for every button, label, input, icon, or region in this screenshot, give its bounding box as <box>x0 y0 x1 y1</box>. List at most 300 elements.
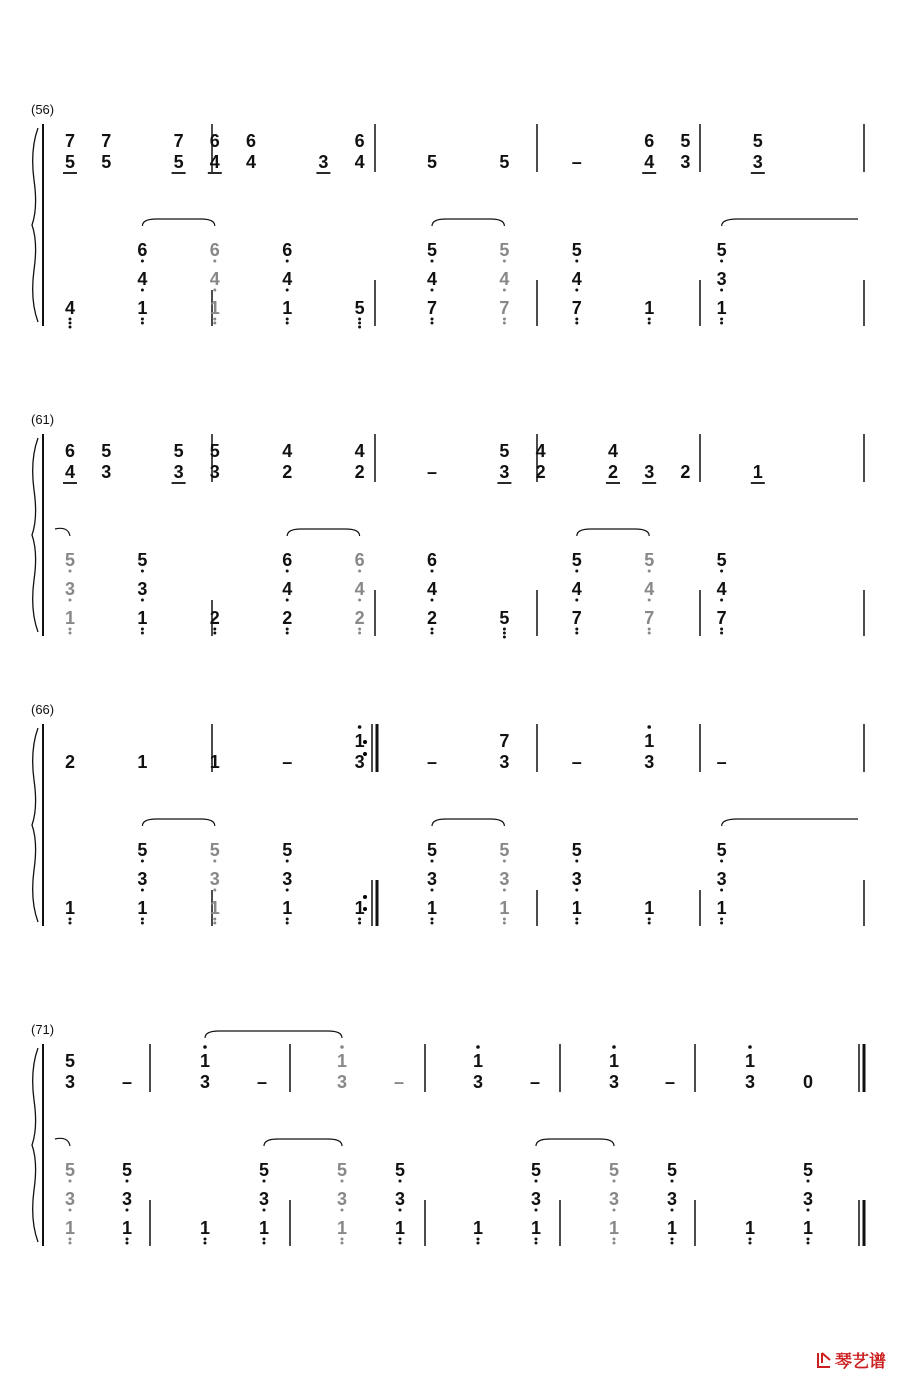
octave-dot-below <box>431 260 434 263</box>
note: 1 <box>394 1218 406 1238</box>
note: 6 <box>354 131 365 151</box>
note: 5 <box>64 152 76 172</box>
tie <box>577 529 649 536</box>
octave-dot-below <box>477 1242 480 1245</box>
note: 1 <box>336 1218 348 1238</box>
note: 4 <box>354 579 365 599</box>
note: 2 <box>354 608 365 628</box>
octave-dot-below <box>503 260 506 263</box>
octave-dot-below <box>399 1238 402 1241</box>
system <box>31 412 864 639</box>
octave-dot-below <box>341 1209 344 1212</box>
note: 5 <box>173 152 184 172</box>
note: 5 <box>499 840 510 860</box>
note: 7 <box>173 131 184 151</box>
octave-dot-below <box>503 918 506 921</box>
note: 1 <box>644 731 655 751</box>
octave-dot-below <box>213 318 216 321</box>
note: 1 <box>644 298 655 318</box>
octave-dot-below <box>720 322 723 325</box>
tie <box>142 819 214 826</box>
note: – <box>529 1072 541 1092</box>
note: 5 <box>101 441 112 461</box>
note: – <box>256 1072 268 1092</box>
note: 1 <box>64 1218 76 1238</box>
octave-dot-below <box>648 599 651 602</box>
octave-dot-below <box>720 260 723 263</box>
octave-dot-below <box>141 632 144 635</box>
note: 5 <box>666 1160 678 1180</box>
octave-dot-below <box>431 918 434 921</box>
octave-dot-below <box>399 1180 402 1183</box>
octave-dot-below <box>431 632 434 635</box>
tie <box>55 528 70 536</box>
note: 2 <box>535 462 546 482</box>
note: 4 <box>716 579 727 599</box>
note: 5 <box>101 152 112 172</box>
note: – <box>426 752 438 772</box>
note: 6 <box>282 240 293 260</box>
octave-dot-below <box>204 1238 207 1241</box>
octave-dot-below <box>720 318 723 321</box>
note: 3 <box>716 269 727 289</box>
octave-dot-above <box>203 1045 207 1049</box>
note: 6 <box>644 131 655 151</box>
note: 4 <box>245 152 257 172</box>
octave-dot-below <box>535 1242 538 1245</box>
tie <box>722 219 858 226</box>
note: 1 <box>209 752 220 772</box>
note: 1 <box>121 1218 133 1238</box>
note: 1 <box>199 1218 211 1238</box>
octave-dot-below <box>213 922 216 925</box>
octave-dot-below <box>431 599 434 602</box>
note: 3 <box>802 1189 814 1209</box>
octave-dot-below <box>286 860 289 863</box>
octave-dot-below <box>286 628 289 631</box>
octave-dot-below <box>503 860 506 863</box>
note: 1 <box>64 898 76 918</box>
tie <box>205 1031 342 1038</box>
octave-dot-below <box>69 570 72 573</box>
octave-dot-below <box>431 570 434 573</box>
octave-dot-above <box>748 1045 752 1049</box>
octave-dot-below <box>286 318 289 321</box>
octave-dot-below <box>535 1209 538 1212</box>
octave-dot-below <box>720 860 723 863</box>
note: 1 <box>354 731 365 751</box>
note: 1 <box>644 898 655 918</box>
note: 3 <box>209 462 220 482</box>
octave-dot-below <box>431 922 434 925</box>
note: 4 <box>571 269 582 289</box>
note: 3 <box>101 462 112 482</box>
octave-dot-below <box>575 860 578 863</box>
note: 1 <box>209 298 220 318</box>
tie <box>432 219 504 226</box>
note: 3 <box>336 1072 348 1092</box>
note: 4 <box>209 152 220 172</box>
note: 3 <box>426 869 438 889</box>
note: 6 <box>209 131 220 151</box>
octave-dot-below <box>213 260 216 263</box>
note: 3 <box>173 462 184 482</box>
note: 1 <box>666 1218 678 1238</box>
octave-dot-below <box>431 318 434 321</box>
system-brace <box>32 438 38 632</box>
note: 5 <box>644 550 655 570</box>
brand-name: 琴艺谱 <box>835 1352 886 1372</box>
note: 6 <box>137 240 148 260</box>
octave-dot-below <box>613 1242 616 1245</box>
octave-dot-below <box>648 322 651 325</box>
note: 2 <box>607 462 619 482</box>
note: 5 <box>716 240 727 260</box>
note: 5 <box>64 1160 76 1180</box>
note: 1 <box>282 298 293 318</box>
note: 3 <box>608 1072 620 1092</box>
octave-dot-below <box>358 918 361 921</box>
system-brace <box>32 1048 38 1242</box>
note: 7 <box>101 131 112 151</box>
octave-dot-below <box>648 918 651 921</box>
note: 1 <box>571 898 582 918</box>
note: 5 <box>716 840 727 860</box>
octave-dot-below <box>69 628 72 631</box>
note: 4 <box>282 441 293 461</box>
note: 5 <box>282 840 293 860</box>
note: 5 <box>752 131 763 151</box>
octave-dot-below <box>141 318 144 321</box>
note: 2 <box>426 608 438 628</box>
note: 1 <box>472 1051 484 1071</box>
tie <box>55 1138 70 1146</box>
note: 1 <box>802 1218 814 1238</box>
octave-dot-below <box>431 628 434 631</box>
note: – <box>121 1072 133 1092</box>
tie <box>287 529 359 536</box>
octave-dot-below <box>503 889 506 892</box>
note: 6 <box>354 550 365 570</box>
octave-dot-below <box>575 628 578 631</box>
octave-dot-below <box>141 289 144 292</box>
note: 3 <box>499 869 510 889</box>
note: 5 <box>571 240 582 260</box>
system-brace <box>32 728 38 922</box>
note: 1 <box>137 898 148 918</box>
octave-dot-below <box>358 632 361 635</box>
octave-dot-below <box>720 599 723 602</box>
octave-dot-below <box>648 922 651 925</box>
octave-dot-below <box>807 1242 810 1245</box>
octave-dot-above <box>647 725 651 729</box>
note: 3 <box>64 1189 76 1209</box>
octave-dot-below <box>358 322 361 325</box>
octave-dot-below <box>286 570 289 573</box>
note: 5 <box>137 840 148 860</box>
octave-dot-below <box>141 860 144 863</box>
octave-dot-below <box>720 570 723 573</box>
note: 4 <box>535 441 546 461</box>
octave-dot-below <box>141 918 144 921</box>
note: 7 <box>499 298 510 318</box>
octave-dot-below <box>477 1238 480 1241</box>
octave-dot-below <box>69 318 72 321</box>
note: 5 <box>394 1160 406 1180</box>
note: 1 <box>530 1218 542 1238</box>
octave-dot-below <box>69 326 72 329</box>
note: 5 <box>571 840 582 860</box>
octave-dot-below <box>671 1209 674 1212</box>
note: 3 <box>716 869 727 889</box>
measure-number: (61) <box>31 412 55 427</box>
note: 5 <box>499 441 510 461</box>
note: – <box>282 752 293 772</box>
octave-dot-below <box>286 918 289 921</box>
octave-dot-below <box>399 1242 402 1245</box>
note: 2 <box>209 608 220 628</box>
measure-number: (66) <box>31 702 55 717</box>
octave-dot-below <box>720 922 723 925</box>
note: 3 <box>666 1189 678 1209</box>
octave-dot-below <box>286 599 289 602</box>
octave-dot-below <box>69 1209 72 1212</box>
note: – <box>571 152 582 172</box>
note: 0 <box>802 1072 814 1092</box>
octave-dot-below <box>69 918 72 921</box>
note: 5 <box>258 1160 270 1180</box>
octave-dot-below <box>575 260 578 263</box>
octave-dot-below <box>213 322 216 325</box>
octave-dot-below <box>213 889 216 892</box>
octave-dot-above <box>612 1045 616 1049</box>
note: 4 <box>644 579 655 599</box>
octave-dot-below <box>286 322 289 325</box>
octave-dot-below <box>431 322 434 325</box>
note: 3 <box>336 1189 348 1209</box>
note: 4 <box>64 298 76 318</box>
note: 3 <box>121 1189 133 1209</box>
octave-dot-below <box>213 632 216 635</box>
octave-dot-below <box>671 1242 674 1245</box>
octave-dot-below <box>69 1242 72 1245</box>
note: 3 <box>354 752 365 772</box>
octave-dot-below <box>69 1238 72 1241</box>
note: 7 <box>426 298 438 318</box>
octave-dot-below <box>648 318 651 321</box>
octave-dot-below <box>575 918 578 921</box>
octave-dot-below <box>807 1238 810 1241</box>
octave-dot-below <box>358 922 361 925</box>
note: 1 <box>716 298 727 318</box>
note: 4 <box>282 579 293 599</box>
note: 3 <box>137 869 148 889</box>
octave-dot-below <box>141 922 144 925</box>
note: 4 <box>64 462 76 482</box>
note: 2 <box>64 752 76 772</box>
note: 7 <box>716 608 727 628</box>
note: – <box>393 1072 405 1092</box>
octave-dot-below <box>720 289 723 292</box>
octave-dot-below <box>613 1209 616 1212</box>
octave-dot-below <box>341 1180 344 1183</box>
note: 3 <box>680 152 691 172</box>
note: 4 <box>137 269 148 289</box>
note: 5 <box>716 550 727 570</box>
octave-dot-below <box>286 889 289 892</box>
note: 5 <box>173 441 184 461</box>
note: – <box>426 462 438 482</box>
note: 3 <box>282 869 293 889</box>
octave-dot-below <box>613 1238 616 1241</box>
octave-dot-below <box>263 1238 266 1241</box>
octave-dot-below <box>126 1180 129 1183</box>
note: 1 <box>716 898 727 918</box>
octave-dot-below <box>720 628 723 631</box>
note: 3 <box>499 752 510 772</box>
note: 6 <box>64 441 76 461</box>
note: 2 <box>354 462 365 482</box>
note: 4 <box>354 152 365 172</box>
note: 5 <box>499 608 510 628</box>
octave-dot-below <box>431 289 434 292</box>
note: 3 <box>394 1189 406 1209</box>
octave-dot-above <box>476 1045 480 1049</box>
note: – <box>664 1072 676 1092</box>
note: 1 <box>137 298 148 318</box>
system <box>31 702 864 926</box>
note: 5 <box>530 1160 542 1180</box>
note: 5 <box>571 550 582 570</box>
note: 1 <box>258 1218 270 1238</box>
octave-dot-below <box>503 922 506 925</box>
note: 5 <box>499 240 510 260</box>
octave-dot-below <box>535 1180 538 1183</box>
octave-dot-below <box>341 1238 344 1241</box>
octave-dot-below <box>69 632 72 635</box>
note: 5 <box>64 1051 76 1071</box>
note: 3 <box>209 869 220 889</box>
note: 1 <box>282 898 293 918</box>
note: 3 <box>472 1072 484 1092</box>
octave-dot-below <box>141 628 144 631</box>
note: 3 <box>64 1072 76 1092</box>
octave-dot-below <box>126 1242 129 1245</box>
octave-dot-below <box>286 289 289 292</box>
note: 3 <box>744 1072 756 1092</box>
note: 4 <box>644 152 655 172</box>
octave-dot-below <box>69 922 72 925</box>
system <box>31 1022 864 1246</box>
octave-dot-below <box>575 289 578 292</box>
note: 3 <box>644 752 655 772</box>
octave-dot-below <box>535 1238 538 1241</box>
note: 3 <box>318 152 329 172</box>
note: 5 <box>121 1160 133 1180</box>
note: – <box>571 752 582 772</box>
note: 5 <box>680 131 691 151</box>
octave-dot-below <box>141 260 144 263</box>
note: 4 <box>426 269 438 289</box>
note: 3 <box>530 1189 542 1209</box>
octave-dot-below <box>503 318 506 321</box>
octave-dot-above <box>340 1045 344 1049</box>
octave-dot-below <box>286 922 289 925</box>
octave-dot-below <box>575 922 578 925</box>
note: 4 <box>426 579 438 599</box>
octave-dot-below <box>749 1242 752 1245</box>
note: 4 <box>571 579 582 599</box>
octave-dot-below <box>503 628 506 631</box>
octave-dot-below <box>575 322 578 325</box>
octave-dot-below <box>575 570 578 573</box>
piano-logo-icon <box>816 1351 832 1369</box>
octave-dot-above <box>358 725 362 729</box>
note: 6 <box>282 550 293 570</box>
octave-dot-below <box>358 570 361 573</box>
octave-dot-below <box>69 1180 72 1183</box>
octave-dot-below <box>213 289 216 292</box>
note: 2 <box>282 608 293 628</box>
note: 1 <box>336 1051 348 1071</box>
note: 1 <box>137 608 148 628</box>
tie <box>142 219 214 226</box>
octave-dot-below <box>263 1180 266 1183</box>
octave-dot-below <box>213 918 216 921</box>
octave-dot-below <box>671 1238 674 1241</box>
octave-dot-below <box>358 628 361 631</box>
note: 6 <box>245 131 257 151</box>
octave-dot-below <box>648 628 651 631</box>
note: 3 <box>644 462 655 482</box>
octave-dot-below <box>341 1242 344 1245</box>
octave-dot-below <box>648 570 651 573</box>
tie <box>722 819 858 826</box>
octave-dot-below <box>213 860 216 863</box>
brand-logo <box>816 1347 886 1372</box>
octave-dot-below <box>671 1180 674 1183</box>
octave-dot-below <box>575 889 578 892</box>
octave-dot-below <box>286 632 289 635</box>
note: 3 <box>199 1072 211 1092</box>
note: 5 <box>137 550 148 570</box>
note: 7 <box>571 298 582 318</box>
tie <box>432 819 504 826</box>
note: 3 <box>64 579 76 599</box>
note: 1 <box>744 1051 756 1071</box>
system <box>31 102 864 329</box>
note: 1 <box>472 1218 484 1238</box>
octave-dot-below <box>720 918 723 921</box>
octave-dot-below <box>648 632 651 635</box>
note: 5 <box>608 1160 620 1180</box>
octave-dot-below <box>141 570 144 573</box>
measure-number: (71) <box>31 1022 55 1037</box>
system-brace <box>32 128 38 322</box>
note: 1 <box>64 608 76 628</box>
octave-dot-below <box>575 318 578 321</box>
note: 6 <box>209 240 220 260</box>
octave-dot-below <box>399 1209 402 1212</box>
note: 1 <box>209 898 220 918</box>
note: 5 <box>499 152 510 172</box>
octave-dot-below <box>749 1238 752 1241</box>
note: 5 <box>802 1160 814 1180</box>
note: 1 <box>426 898 438 918</box>
note: 2 <box>282 462 293 482</box>
note: 3 <box>752 152 763 172</box>
octave-dot-below <box>141 889 144 892</box>
